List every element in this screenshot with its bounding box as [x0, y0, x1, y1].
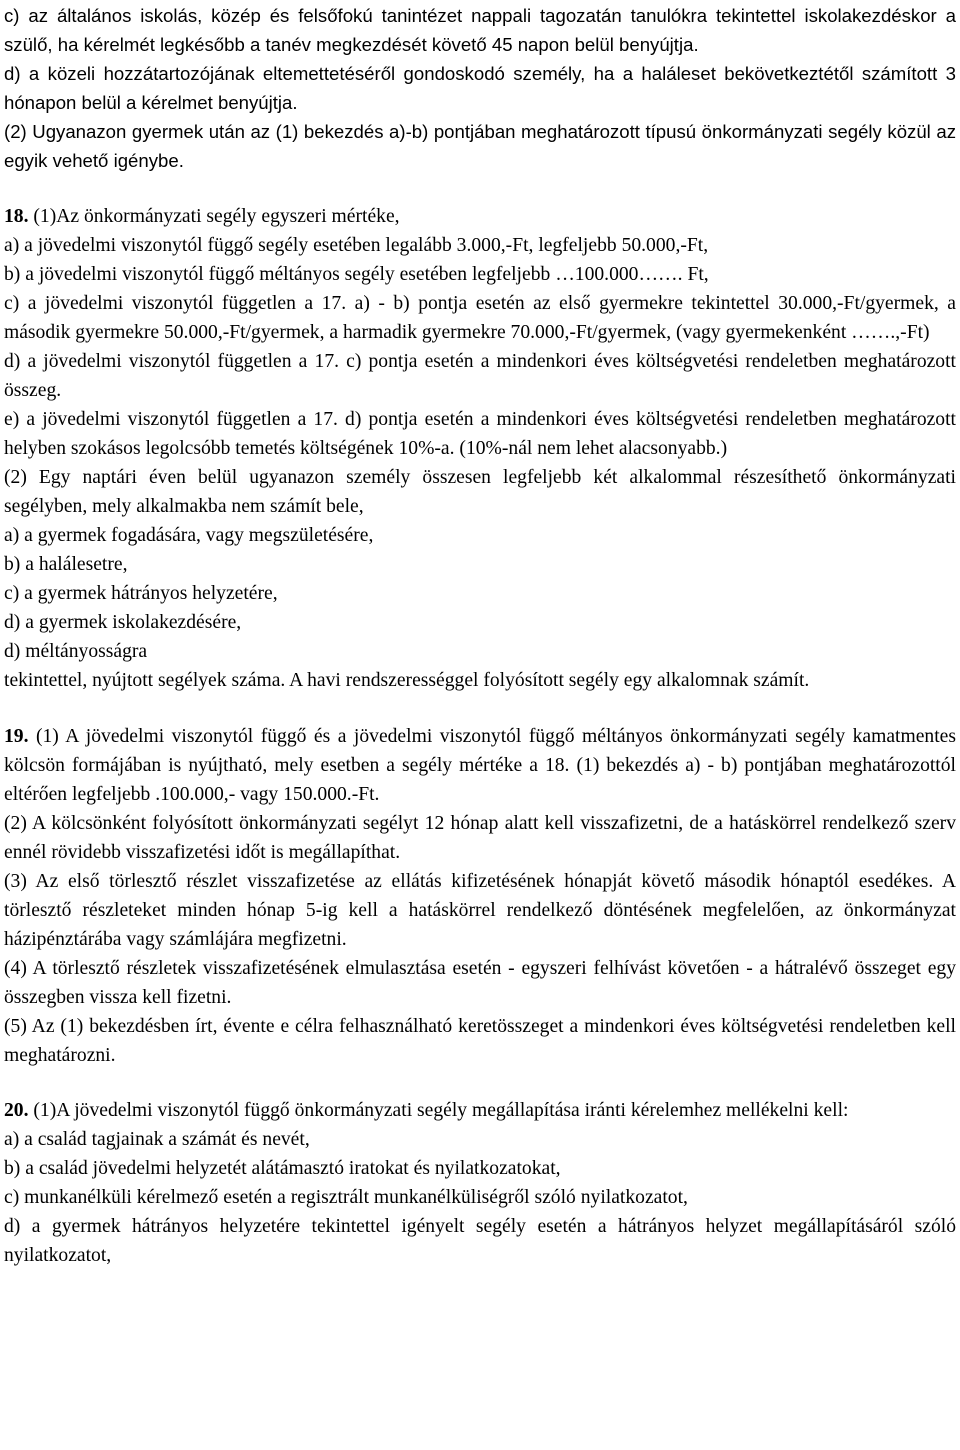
paragraph-18-1-d: d) a jövedelmi viszonytól független a 17. c) pontja esetén a mindenkori éves költségvetési rendeletben meghatározott összeg. [4, 351, 956, 401]
list-item-18-2-d2: d) méltányosságra [4, 641, 148, 662]
section-20-heading [4, 1096, 956, 1125]
list-item-20-1-a: a) a család tagjainak a számát és nevét, [4, 1129, 310, 1150]
paragraph-17-1-c: c) az általános iskolás, közép és felsőfokú tanintézet nappali tagozatán tanulókra tekintettel iskolakezdéskor a szülő, ha kérelmét legkésőbb a tanév megkezdését követő 45 napon belül benyújtja. [4, 5, 956, 55]
paragraph-19-3: (3) Az első törlesztő részlet visszafizetése az ellátás kifizetésének hónapját követő második hónaptól esedékes. A törlesztő részleteket minden hónap 5-ig kell a hatáskörrel rendelkező döntésének megfelelően, az önkormányzat házipénztárába vagy számlájára megfizetni. [4, 871, 956, 950]
section-18-heading [4, 202, 956, 231]
section-19-heading [4, 722, 956, 809]
paragraph-19-2: (2) A kölcsönként folyósított önkormányzati segélyt 12 hónap alatt kell visszafizetni, de a hatáskörrel rendelkező szerv ennél rövidebb visszafizetési időt is megállapíthat. [4, 813, 956, 863]
section-number: 18. [4, 206, 29, 227]
paragraph-18-1-b: b) a jövedelmi viszonytól függő méltányos segély esetében legfeljebb …100.000……. Ft, [4, 264, 709, 285]
paragraph-18-1-a: a) a jövedelmi viszonytól függő segély esetében legalább 3.000,-Ft, legfeljebb 50.000,-Ft, [4, 235, 709, 256]
section-number: 19. [4, 726, 29, 747]
paragraph-18-1-e: e) a jövedelmi viszonytól független a 17. d) pontja esetén a mindenkori éves költségvetési rendeletben meghatározott helyben szokásos legolcsóbb temetés költségének 10%-a. (10%-nál nem lehet alacsonyabb.) [4, 409, 956, 459]
list-item-20-1-d: d) a gyermek hátrányos helyzetére tekintettel igényelt segély esetén a hátrányos helyzet megállapításáról szóló nyilatkozatot, [4, 1216, 956, 1266]
paragraph-19-4: (4) A törlesztő részletek visszafizetésének elmulasztása esetén - egyszeri felhívást követően - a hátralévő összeget egy összegben vissza kell fizetni. [4, 958, 956, 1008]
paragraph-19-5: (5) Az (1) bekezdésben írt, évente e célra felhasználható keretösszeget a mindenkori éves költségvetési rendeletben kell meghatározni. [4, 1016, 956, 1066]
section-number: 20. [4, 1100, 29, 1121]
list-item-20-1-c: c) munkanélküli kérelmező esetén a regisztrált munkanélküliségről szóló nyilatkozatot, [4, 1187, 688, 1208]
paragraph-18-2: (2) Egy naptári éven belül ugyanazon személy összesen legfeljebb két alkalommal részesíthető önkormányzati segélyben, mely alkalmakba nem számít bele, [4, 467, 956, 517]
list-item-18-2-a: a) a gyermek fogadására, vagy megszületésére, [4, 525, 374, 546]
paragraph-18-1-c: c) a jövedelmi viszonytól független a 17. a) - b) pontja esetén az első gyermekre tekintettel 30.000,-Ft/gyermek, a második gyermekre 50.000,-Ft/gyermek, a harmadik gyermekre 70.000,-Ft/gyermek, (vagy gyermekenként …….,-Ft) [4, 293, 956, 343]
paragraph-18-2-closing: tekintettel, nyújtott segélyek száma. A havi rendszerességgel folyósított segély egy alkalomnak számít. [4, 670, 810, 691]
section-19-1-text: (1) A jövedelmi viszonytól függő és a jövedelmi viszonytól függő méltányos önkormányzati segély kamatmentes kölcsön formájában is nyújtható, mely esetben a segély mértéke a 18. (1) bekezdés a) - b) pontjában meghatározottól eltérően legfeljebb .100.000,- vagy 150.000.-Ft. [4, 726, 956, 805]
list-item-18-2-d: d) a gyermek iskolakezdésére, [4, 612, 242, 633]
list-item-18-2-c: c) a gyermek hátrányos helyzetére, [4, 583, 278, 604]
list-item-20-1-b: b) a család jövedelmi helyzetét alátámasztó iratokat és nyilatkozatokat, [4, 1158, 561, 1179]
list-item-18-2-b: b) a halálesetre, [4, 554, 128, 575]
paragraph-17-2: (2) Ugyanazon gyermek után az (1) bekezdés a)-b) pontjában meghatározott típusú önkormányzati segély közül az egyik vehető igénybe. [4, 121, 956, 171]
paragraph-17-1-d: d) a közeli hozzátartozójának eltemettetéséről gondoskodó személy, ha a haláleset bekövetkeztétől számított 3 hónapon belül a kérelmet benyújtja. [4, 63, 956, 113]
section-18-1-text: (1)Az önkormányzati segély egyszeri mértéke, [28, 206, 400, 227]
section-20-1-text: (1)A jövedelmi viszonytól függő önkormányzati segély megállapítása iránti kérelemhez mellékelni kell: [28, 1100, 849, 1121]
